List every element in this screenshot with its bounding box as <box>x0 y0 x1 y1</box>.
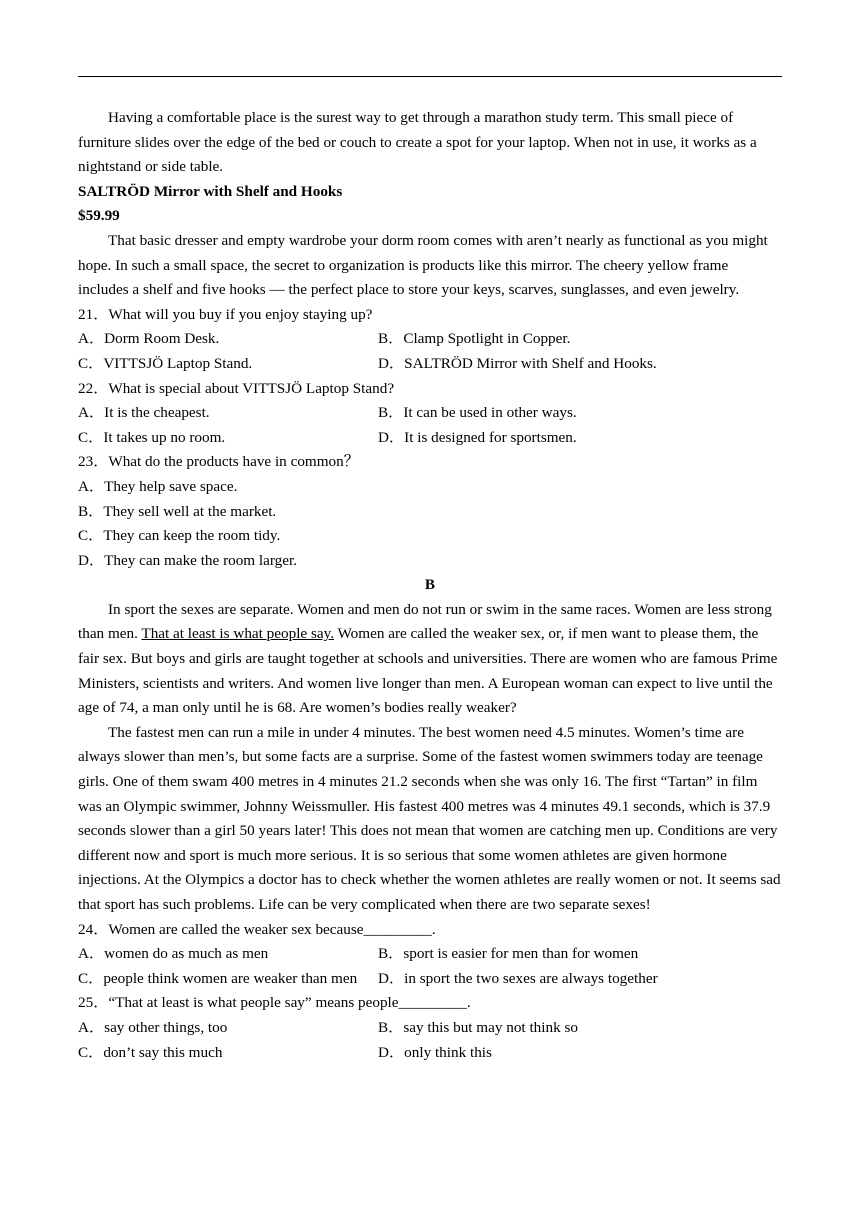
question-25-stem: 25．“That at least is what people say” means people_________. <box>78 994 471 1012</box>
paragraph-1-text-start: In sport the sexes are separate. Women and men do not run or swim in the same races. Women are less strong than men. <box>78 600 772 643</box>
question-24-option-b: B．sport is easier for men than for women <box>378 945 639 963</box>
product-description: That basic dresser and empty wardrobe your dorm room comes with aren’t nearly as functional as you might hope. In such a small space, the secret to organization is products like this mirror. The cheery yellow frame includes a shelf and five hooks — the perfect place to store your keys, scarves, sunglasses, and even jewelry. <box>78 231 768 299</box>
section-b-title: B <box>424 576 436 594</box>
question-23-option-c: C．They can keep the room tidy. <box>78 527 281 545</box>
question-22-option-c: C．It takes up no room. <box>78 428 226 446</box>
paragraph-1-text-end: Women are called the weaker sex, or, if men want to please them, the fair sex. But boys and girls are taught together at schools and universities. There are women who are famous Prime Ministers, scientists and writers. And women live longer than men. A European woman can expect to live until the age of 74, a man only until he is 68. Are women’s bodies really weaker? <box>78 625 778 717</box>
question-23-stem: 23．What do the products have in common？ <box>78 453 359 471</box>
section-b-paragraph-2: The fastest men can run a mile in under 4 minutes. The best women need 4.5 minutes. Women’s time are always slower than men’s, but some facts are a surprise. Some of the fastest women swimmers today are teenage girls. One of them swam 400 metres in 4 minutes 21.2 seconds when she was only 16. The first “Tartan” in film was an Olympic swimmer, Johnny Weissmuller. His fastest 400 metres was 4 minutes 49.1 seconds, which is 37.9 seconds slower than a girl 50 years later! This does not mean that women are catching men up. Conditions are very different now and sport is much more serious. It is so serious that some women athletes are given hormone injections. At the Olympics a doctor has to check whether the women athletes are really women or not. It seems sad that sport has such problems. Life can be very complicated when there are two separate sexes! <box>78 723 781 913</box>
question-24-option-d: D．in sport the two sexes are always together <box>378 969 658 987</box>
underlined-phrase: That at least is what people say. <box>141 625 335 643</box>
product-price: $59.99 <box>78 207 120 225</box>
document-content <box>78 106 782 1065</box>
question-21-option-d: D．SALTRÖD Mirror with Shelf and Hooks. <box>378 354 657 372</box>
section-b-paragraph-1 <box>78 598 782 721</box>
question-22-stem: 22．What is special about VITTSJÖ Laptop Stand? <box>78 379 395 397</box>
product-name: SALTRÖD Mirror with Shelf and Hooks <box>78 182 343 200</box>
question-22-option-b: B．It can be used in other ways. <box>378 404 577 422</box>
question-24-option-c: C．people think women are weaker than men <box>78 969 358 987</box>
question-25-options <box>78 1016 782 1065</box>
header-rule <box>78 76 782 77</box>
question-21-option-c: C．VITTSJÖ Laptop Stand. <box>78 354 253 372</box>
question-22-options <box>78 401 782 450</box>
question-25-option-d: D．only think this <box>378 1043 492 1061</box>
question-21-stem: 21．What will you buy if you enjoy staying up? <box>78 305 373 323</box>
question-24-stem: 24．Women are called the weaker sex because_________. <box>78 920 436 938</box>
question-25-option-c: C．don’t say this much <box>78 1043 223 1061</box>
question-25-option-a: A．say other things, too <box>78 1018 228 1036</box>
question-21-option-b: B．Clamp Spotlight in Copper. <box>378 330 571 348</box>
question-23-option-a: A．They help save space. <box>78 477 238 495</box>
question-24-option-a: A．women do as much as men <box>78 945 269 963</box>
question-24-options <box>78 942 782 991</box>
question-21-option-a: A．Dorm Room Desk. <box>78 330 220 348</box>
question-22-option-a: A．It is the cheapest. <box>78 404 210 422</box>
question-25-option-b: B．say this but may not think so <box>378 1018 578 1036</box>
question-23-option-b: B．They sell well at the market. <box>78 502 277 520</box>
intro-paragraph: Having a comfortable place is the surest way to get through a marathon study term. This small piece of furniture slides over the edge of the bed or couch to create a spot for your laptop. When not in use, it works as a nightstand or side table. <box>78 109 757 176</box>
question-21-options <box>78 327 782 376</box>
question-23-option-d: D．They can make the room larger. <box>78 551 298 569</box>
question-22-option-d: D．It is designed for sportsmen. <box>378 428 577 446</box>
